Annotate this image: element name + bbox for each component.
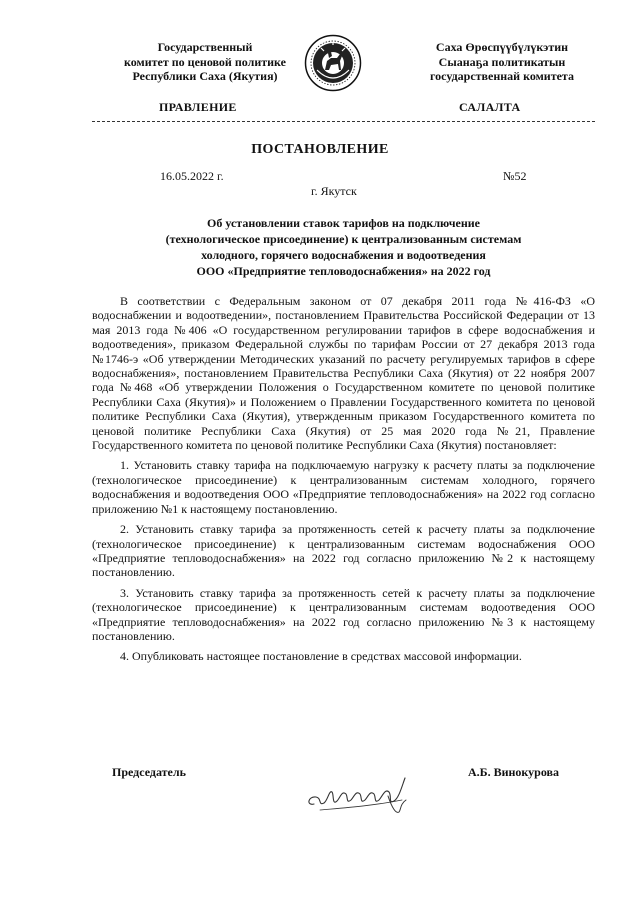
preamble-paragraph: В соответствии с Федеральным законом от 07 декабря 2011 года №416-ФЗ «О водоснабжении и водоотведении», постановлением Правительства Российской Федерации от 13 мая 2013 года №406 «О государственном регулировании тарифов в сфере водоснабжения и водоотведения», приказом Федеральной службы по тарифам России от 27 декабря 2013 года №1746-э «Об утверждении Методических указаний по расчету регулируемых тарифов в сфере водоснабжения», постановлением Правительства Республики Саха (Якутия) от 22 ноября 2007 года №468 «Об утверждении Положения о Государственном комитете по ценовой политике Республики Саха (Якутия)» и Положением о Правлении Государственного комитета по ценовой политике Республики Саха (Якутия), утвержденным приказом Государственного комитета по ценовой политике Республики Саха (Якутия) от 25 мая 2020 года №21, Правление Государственного комитета по ценовой политике Республики Саха (Якутия) постановляет:	[92, 294, 595, 453]
coat-of-arms-icon	[304, 34, 362, 92]
department-right: САЛАЛТА	[459, 100, 521, 114]
department-left: ПРАВЛЕНИЕ	[159, 100, 237, 114]
document-date: 16.05.2022 г.	[160, 169, 224, 183]
header-left-line: Республики Саха (Якутия)	[132, 69, 278, 83]
header-left-line: Государственный	[157, 40, 253, 54]
header-right-line: Сыанаҕа политикатын	[438, 54, 566, 69]
title-line: холодного, горячего водоснабжения и водоотведения	[201, 248, 486, 262]
header-right-line: Саха Өрөспүүбүлүкэтин	[435, 40, 569, 54]
clause-paragraph: 4. Опубликовать настоящее постановление в средствах массовой информации.	[120, 649, 522, 664]
document-body	[92, 294, 595, 664]
document-number: №52	[503, 169, 527, 183]
title-line: (технологическое присоединение) к централизованным системам	[165, 232, 522, 246]
title-line: Об установлении ставок тарифов на подключение	[206, 216, 481, 230]
header-divider	[92, 121, 595, 122]
header-right-org	[382, 40, 622, 84]
clause-paragraph: 2. Установить ставку тарифа за протяженность сетей к расчету платы за подключение (технологическое присоединение) к централизованным системам водоснабжения ООО «Предприятие тепловодоснабжения» на 2022 год согласно приложению №2 к настоящему постановлению.	[92, 522, 595, 580]
document-city: г. Якутск	[311, 184, 357, 198]
header-left-line: комитет по ценовой политике	[124, 54, 286, 69]
signatory-title: Председатель	[112, 765, 186, 779]
title-line: ООО «Предприятие тепловодоснабжения» на 2022 год	[196, 264, 491, 278]
header-right-line: государственнай комитета	[430, 69, 574, 83]
clause-paragraph: 1. Установить ставку тарифа на подключаемую нагрузку к расчету платы за подключение (технологическое присоединение) к централизованным системам холодного, горячего водоснабжения и водоотведения ООО «Предприятие тепловодоснабжения» на 2022 год согласно приложению №1 к настоящему постановлению.	[92, 458, 595, 516]
document-type: ПОСТАНОВЛЕНИЕ	[251, 142, 389, 157]
clause-paragraph: 3. Установить ставку тарифа за протяженность сетей к расчету платы за подключение (технологическое присоединение) к централизованным системам водоотведения ООО «Предприятие тепловодоснабжения» на 2022 год согласно приложению №3 к настоящему постановлению.	[92, 585, 595, 643]
document-title	[92, 215, 595, 279]
signatory-name: А.Б. Винокурова	[468, 765, 560, 779]
handwritten-signature-icon	[302, 770, 420, 820]
header-left-org	[95, 40, 315, 84]
